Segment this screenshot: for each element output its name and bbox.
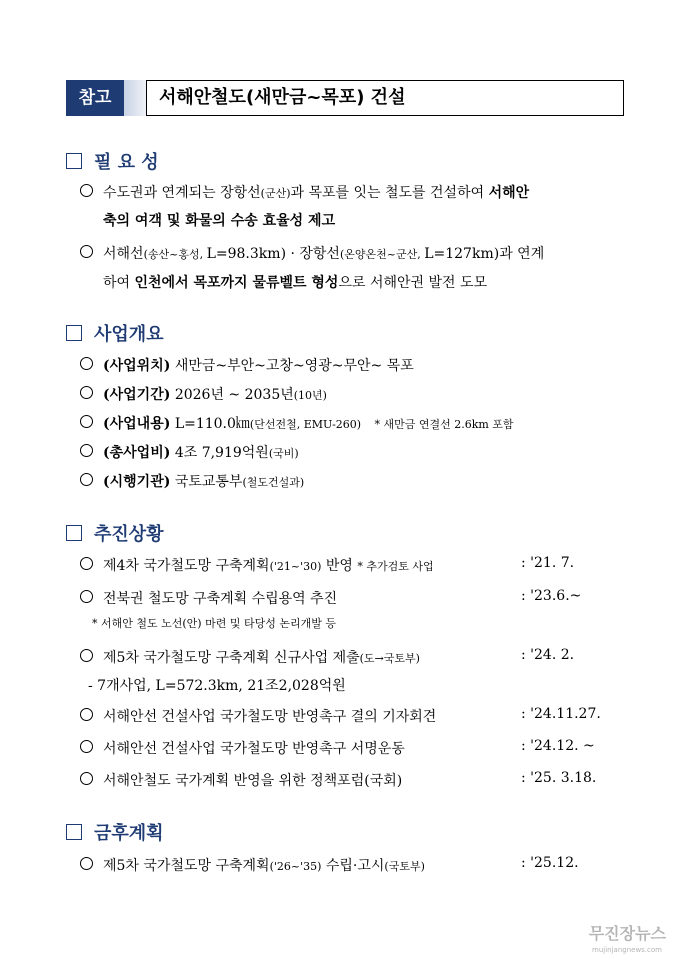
circle-bullet-icon [80, 473, 93, 486]
circle-bullet-icon [80, 386, 93, 399]
progress-date-3: : '24. 2. [521, 647, 575, 663]
circle-bullet-icon [80, 649, 93, 662]
overview-budget: (총사업비) 4조 7,919억원(국비) [80, 442, 299, 462]
circle-bullet-icon [80, 357, 93, 370]
plan-date-1: : '25.12. [521, 855, 579, 871]
square-bullet-icon [66, 525, 82, 541]
overview-period: (사업기간) 2026년 ~ 2035년(10년) [80, 384, 327, 404]
progress-date-6: : '25. 3.18. [521, 770, 597, 786]
watermark-url: mujinjangnews.com [592, 946, 662, 954]
section-necessity-heading: 필 요 성 [66, 148, 159, 174]
circle-bullet-icon [80, 245, 93, 258]
section-overview-heading: 사업개요 [66, 320, 164, 346]
plan-item-1: 제5차 국가철도망 구축계획('26~'35) 수립·고시(국토부) [80, 855, 425, 875]
progress-date-4: : '24.11.27. [521, 706, 601, 722]
circle-bullet-icon [80, 444, 93, 457]
section-progress-heading: 추진상황 [66, 520, 164, 546]
square-bullet-icon [66, 153, 82, 169]
reference-tag: 참고 [66, 80, 124, 116]
overview-location: (사업위치) 새만금~부안~고창~영광~무안~ 목포 [80, 355, 414, 375]
progress-date-1: : '21. 7. [521, 555, 575, 571]
circle-bullet-icon [80, 557, 93, 570]
necessity-item-2-cont: 하여 인천에서 목포까지 물류벨트 형성으로 서해안권 발전 도모 [103, 275, 488, 291]
overview-content: (사업내용) L=110.0㎞(단선전철, EMU-260) * 새만금 연결선 2.6km 포함 [80, 413, 514, 433]
progress-item-6: 서해안철도 국가계획 반영을 위한 정책포럼(국회) [80, 770, 402, 790]
circle-bullet-icon [80, 740, 93, 753]
tag-fade-decoration [124, 80, 146, 116]
circle-bullet-icon [80, 184, 93, 197]
section-plan-heading: 금후계획 [66, 819, 164, 845]
progress-item-5: 서해안선 건설사업 국가철도망 반영촉구 서명운동 [80, 738, 405, 758]
progress-item-2-note: * 서해안 철도 노선(안) 마련 및 타당성 논리개발 등 [92, 617, 336, 630]
progress-item-2: 전북권 철도망 구축계획 수립용역 추진 [80, 588, 337, 608]
page-title: 서해안철도(새만금~목포) 건설 [146, 80, 624, 116]
progress-item-4: 서해안선 건설사업 국가철도망 반영촉구 결의 기자회견 [80, 706, 436, 726]
progress-date-2: : '23.6.~ [521, 588, 582, 604]
watermark-logo: 무진장뉴스 [588, 924, 666, 943]
necessity-item-1: 수도권과 연계되는 장항선(군산)과 목포를 잇는 철도를 건설하여 서해안 [80, 182, 529, 202]
square-bullet-icon [66, 824, 82, 840]
circle-bullet-icon [80, 857, 93, 870]
progress-item-3: 제5차 국가철도망 구축계획 신규사업 제출(도→국토부) [80, 647, 420, 667]
progress-item-1: 제4차 국가철도망 구축계획('21~'30) 반영 * 추가검토 사업 [80, 555, 434, 575]
progress-item-3-detail: - 7개사업, L=572.3km, 21조2,028억원 [88, 678, 346, 694]
circle-bullet-icon [80, 590, 93, 603]
circle-bullet-icon [80, 415, 93, 428]
overview-agency: (시행기관) 국토교통부(철도건설과) [80, 471, 304, 491]
progress-date-5: : '24.12. ~ [521, 738, 595, 754]
necessity-item-2: 서해선(송산~홍성, L=98.3km) · 장항선(온양온천~군산, L=127km)과 연계 [80, 243, 544, 263]
necessity-item-1-cont: 축의 여객 및 화물의 수송 효율성 제고 [103, 213, 336, 229]
circle-bullet-icon [80, 708, 93, 721]
circle-bullet-icon [80, 772, 93, 785]
square-bullet-icon [66, 325, 82, 341]
